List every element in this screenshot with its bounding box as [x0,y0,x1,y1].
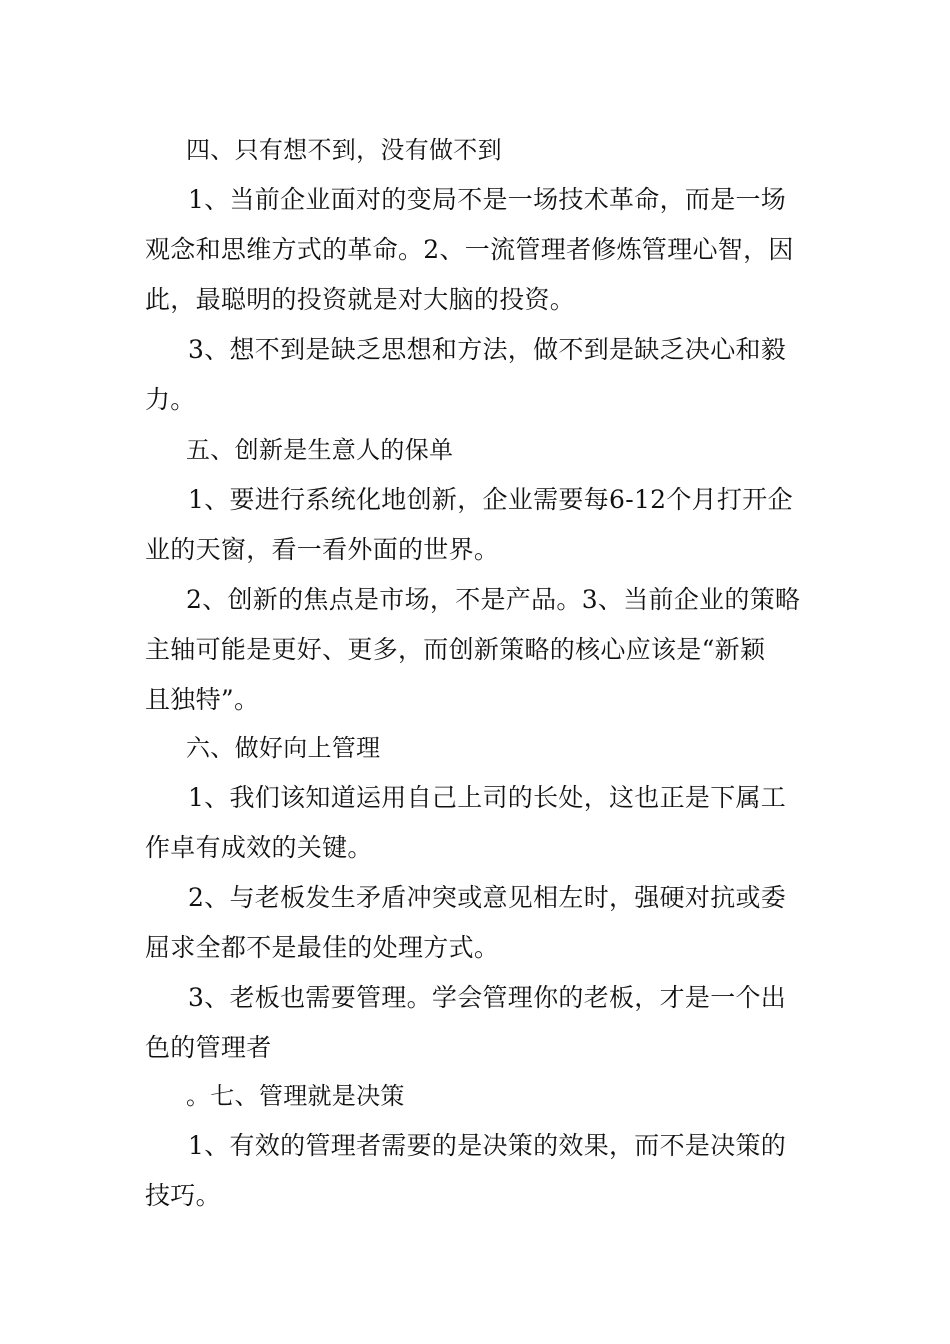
section-heading-5: 五、创新是生意人的保单 [186,436,454,464]
paragraph-line: 屈求全都不是最佳的处理方式。 [145,933,500,962]
section-heading-4: 四、只有想不到，没有做不到 [186,136,502,164]
paragraph-line: 2、创新的焦点是市场，不是产品。3、当前企业的策略 [186,585,801,614]
paragraph-line: 2、与老板发生矛盾冲突或意见相左时，强硬对抗或委 [188,883,787,912]
paragraph-line: 1、要进行系统化地创新，企业需要每6-12个月打开企 [188,485,793,514]
paragraph-line: 且独特”。 [145,685,260,714]
paragraph-line: 主轴可能是更好、更多，而创新策略的核心应该是“新颖 [145,635,766,664]
paragraph-line: 此，最聪明的投资就是对大脑的投资。 [145,285,576,314]
section-heading-7: 。七、管理就是决策 [186,1082,405,1110]
paragraph-line: 3、老板也需要管理。学会管理你的老板，才是一个出 [188,983,787,1012]
paragraph-line: 观念和思维方式的革命。2、一流管理者修炼管理心智，因 [145,235,794,264]
section-heading-6: 六、做好向上管理 [186,734,381,762]
paragraph-line: 1、有效的管理者需要的是决策的效果，而不是决策的 [188,1131,787,1160]
paragraph-line: 力。 [145,385,196,414]
paragraph-line: 3、想不到是缺乏思想和方法，做不到是缺乏决心和毅 [188,335,787,364]
paragraph-line: 技巧。 [145,1181,221,1210]
paragraph-line: 作卓有成效的关键。 [145,833,373,862]
paragraph-line: 1、我们该知道运用自己上司的长处，这也正是下属工 [188,783,787,812]
paragraph-line: 1、当前企业面对的变局不是一场技术革命，而是一场 [188,185,787,214]
paragraph-line: 业的天窗，看一看外面的世界。 [145,535,500,564]
paragraph-line: 色的管理者 [145,1033,272,1062]
